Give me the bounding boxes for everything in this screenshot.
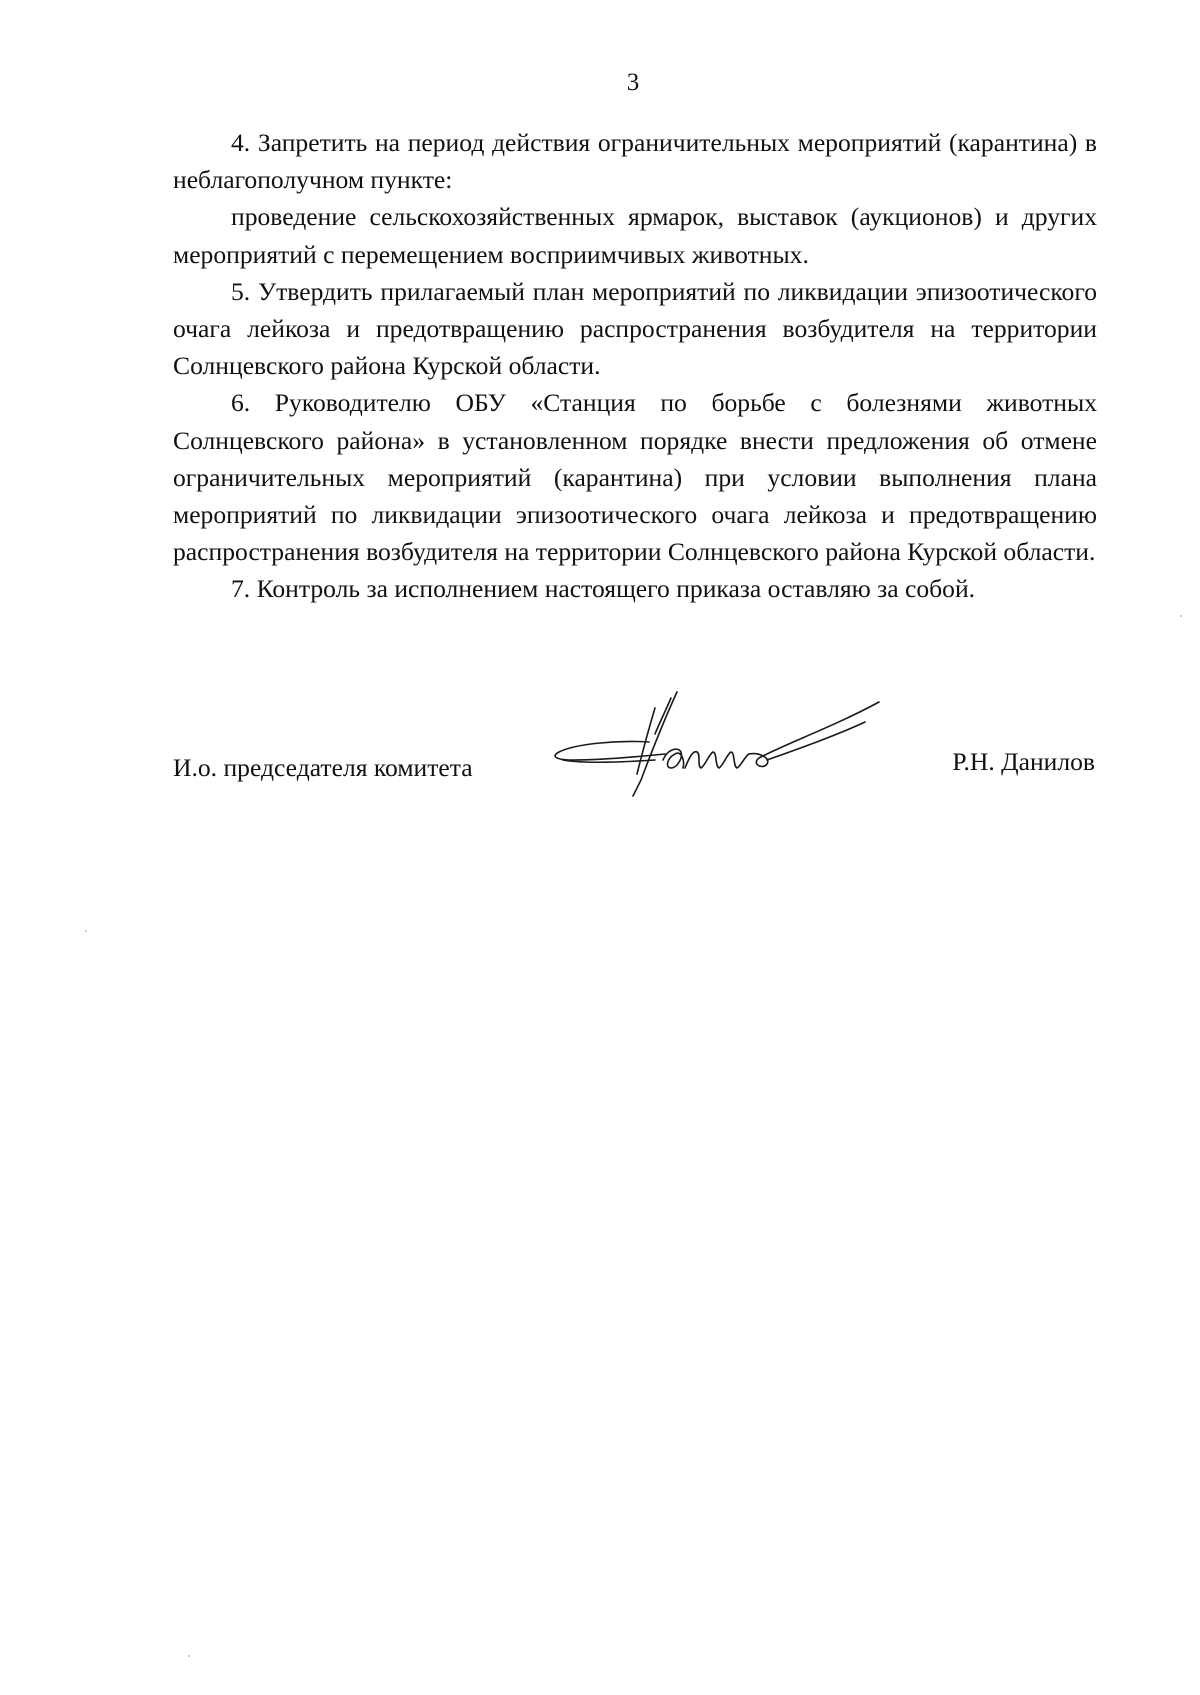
scan-speck bbox=[1180, 615, 1182, 617]
order-body bbox=[173, 124, 1097, 608]
paragraph-5: 5. Утвердить прилагаемый план мероприятий по ликвидации эпизоотического очага лейкоза и предотвращению распространения возбудителя на территории Солнцевского района Курской области. bbox=[173, 276, 1097, 381]
paragraph-7: 7. Контроль за исполнением настоящего приказа оставляю за собой. bbox=[231, 574, 976, 604]
signatory-name: Р.Н. Данилов bbox=[952, 747, 1095, 776]
paragraph-6: 6. Руководителю ОБУ «Станция по борьбе с болезнями животных Солнцевского района» в установленном порядке внести предложения об отмене ограничительных мероприятий (карантина) при условии выполнения плана мероприятий по ликвидации эпизоотического очага лейкоза и предотвращению распространения возбудителя на территории Солнцевского района Курской области. bbox=[173, 388, 1097, 567]
paragraph-4: 4. Запретить на период действия ограничительных мероприятий (карантина) в неблагополучном пункте: bbox=[173, 128, 1097, 195]
scan-speck bbox=[188, 1655, 190, 1657]
handwritten-signature bbox=[545, 688, 905, 803]
paragraph-4-item: проведение сельскохозяйственных ярмарок, выставок (аукционов) и других мероприятий с перемещением восприимчивых животных. bbox=[173, 202, 1097, 269]
scan-speck bbox=[85, 930, 87, 932]
page-number: 3 bbox=[626, 69, 640, 96]
signatory-position: И.о. председателя комитета bbox=[173, 753, 473, 782]
